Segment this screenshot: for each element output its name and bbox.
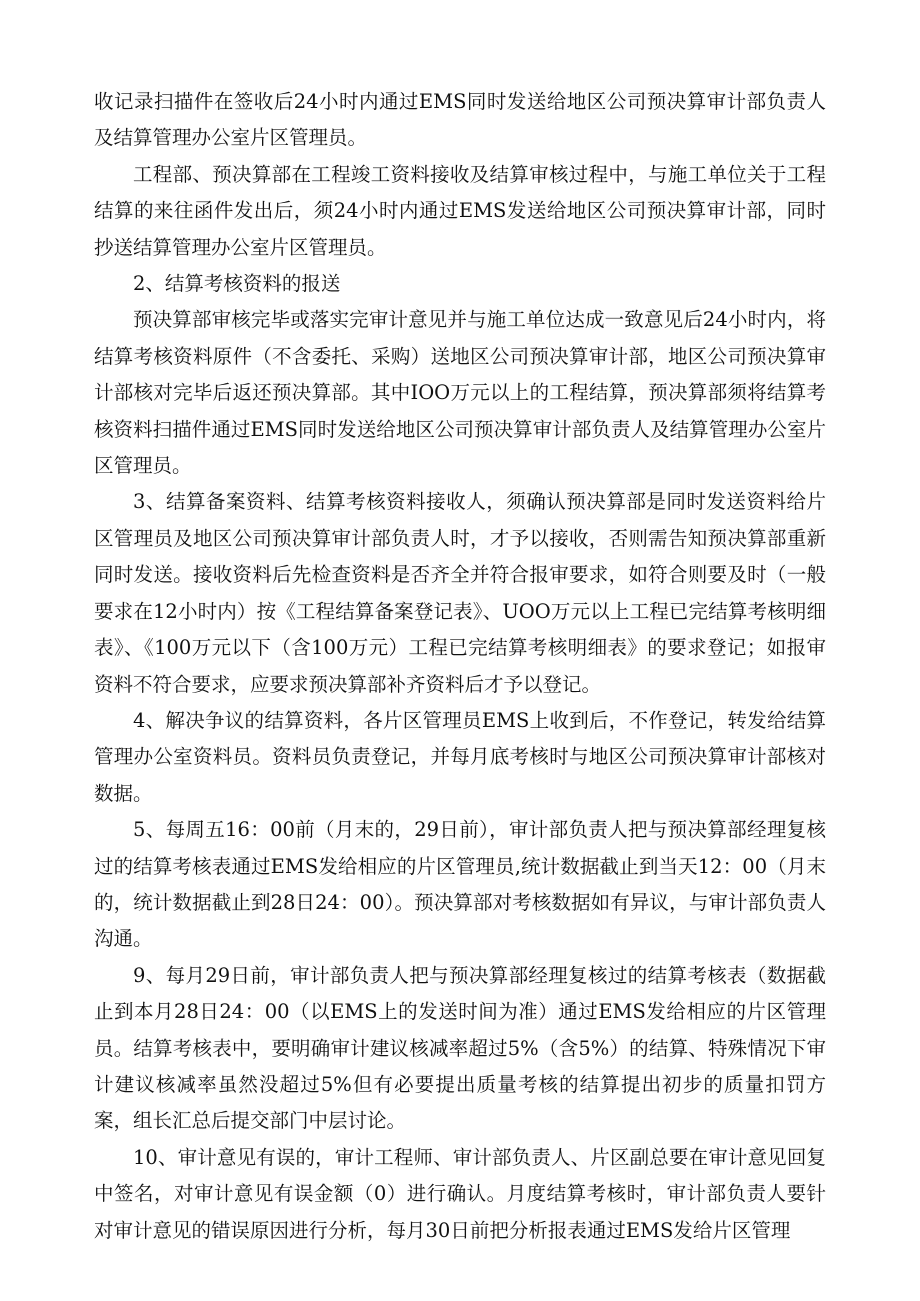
paragraph-correspondence: 工程部、预决算部在工程竣工资料接收及结算审核过程中，与施工单位关于工程结算的来往函件发出后，须24小时内通过EMS发送给地区公司预决算审计部，同时抄送结算管理办公室片区管理员。 bbox=[94, 162, 826, 259]
paragraph-item-9: 9、每月29日前，审计部负责人把与预决算部经理复核过的结算考核表（数据截止到本月28日24：00（以EMS上的发送时间为准）通过EMS发给相应的片区管理员。结算考核表中，要明确审计建议核减率超过5%（含5%）的结算、特殊情况下审计建议核减率虽然没超过5%但有必要提出质量考核的结算提出初步的质量扣罚方案，组长汇总后提交部门中层讨论。 bbox=[94, 963, 826, 1133]
paragraph-item-10: 10、审计意见有误的，审计工程师、审计部负责人、片区副总要在审计意见回复中签名，对审计意见有误金额（0）进行确认。月度结算考核时，审计部负责人要针对审计意见的错误原因进行分析，每月30日前把分析报表通过EMS发给片区管理 bbox=[94, 1145, 826, 1242]
paragraph-item-3: 3、结算备案资料、结算考核资料接收人，须确认预决算部是同时发送资料给片区管理员及地区公司预决算审计部负责人时，才予以接收，否则需告知预决算部重新同时发送。接收资料后先检查资料是否齐全并符合报审要求，如符合则要及时（一般要求在12小时内）按《工程结算备案登记表》、UOO万元以上工程已完结算考核明细表》、《100万元以下（含100万元）工程已完结算考核明细表》的要求登记；如报审资料不符合要求，应要求预决算部补齐资料后才予以登记。 bbox=[94, 490, 826, 696]
paragraph-continuation: 收记录扫描件在签收后24小时内通过EMS同时发送给地区公司预决算审计部负责人及结算管理办公室片区管理员。 bbox=[94, 90, 826, 150]
paragraph-item-4: 4、解决争议的结算资料，各片区管理员EMS上收到后，不作登记，转发给结算管理办公室资料员。资料员负责登记，并每月底考核时与地区公司预决算审计部核对数据。 bbox=[94, 708, 826, 805]
document-body bbox=[94, 84, 826, 1249]
paragraph-item-5: 5、每周五16：00前（月末的，29日前），审计部负责人把与预决算部经理复核过的结算考核表通过EMS发给相应的片区管理员,统计数据截止到当天12：00（月末的，统计数据截止到28日24：00）。预决算部对考核数据如有异议，与审计部负责人沟通。 bbox=[94, 818, 826, 951]
paragraph-submission: 预决算部审核完毕或落实完审计意见并与施工单位达成一致意见后24小时内，将结算考核资料原件（不含委托、采购）送地区公司预决算审计部，地区公司预决算审计部核对完毕后返还预决算部。其中IOO万元以上的工程结算，预决算部须将结算考核资料扫描件通过EMS同时发送给地区公司预决算审计部负责人及结算管理办公室片区管理员。 bbox=[94, 308, 826, 478]
section-heading-2: 2、结算考核资料的报送 bbox=[133, 272, 341, 296]
